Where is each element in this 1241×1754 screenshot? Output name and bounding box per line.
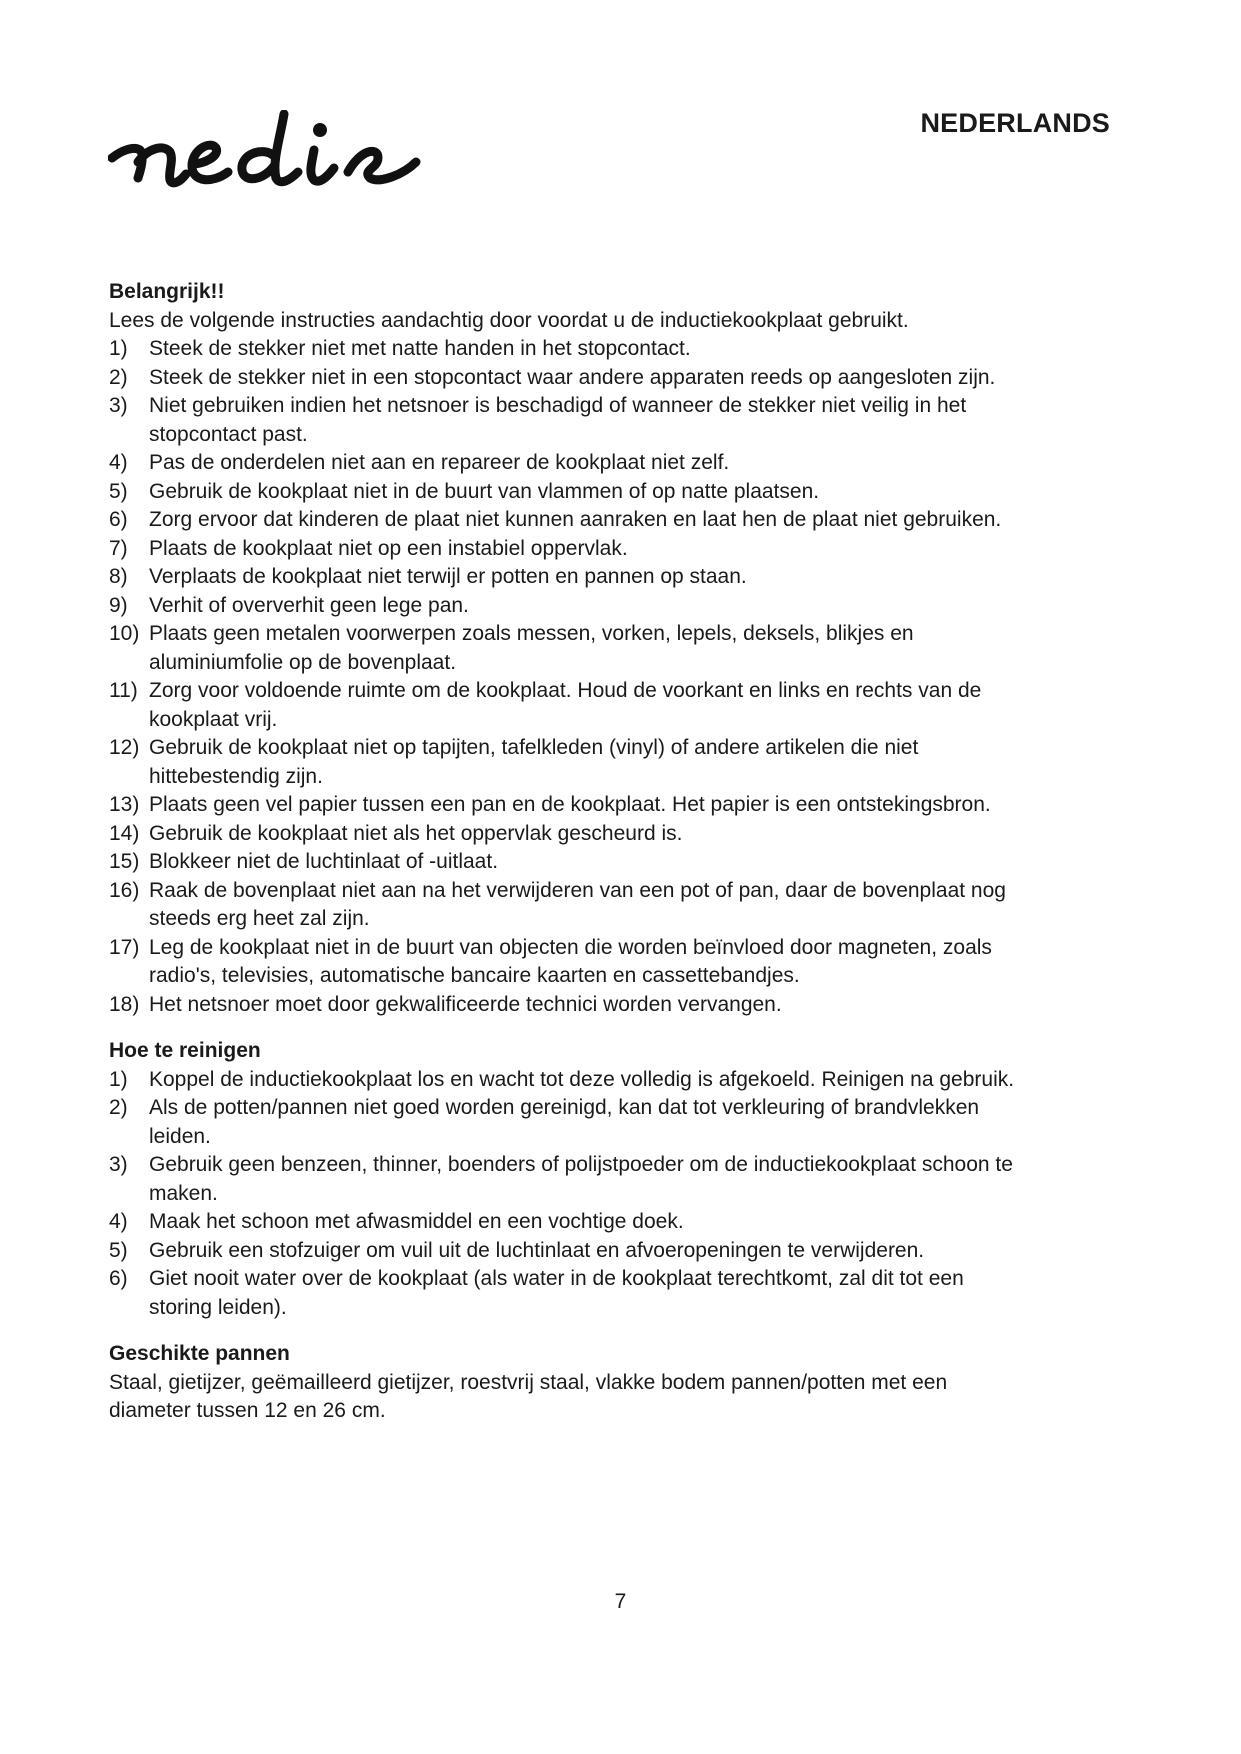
item-number: 5) <box>109 479 128 503</box>
list-item <box>109 392 1029 449</box>
section-heading-cleaning: Hoe te reinigen <box>109 1039 261 1062</box>
item-text: Blokkeer niet de luchtinlaat of -uitlaat. <box>149 850 499 873</box>
list-item <box>109 364 1029 393</box>
item-number: 14) <box>109 821 140 845</box>
item-text: Gebruik de kookplaat niet als het oppervlak gescheurd is. <box>149 821 683 845</box>
list-item <box>109 734 1029 791</box>
item-number: 9) <box>109 593 128 617</box>
item-text: Als de potten/pannen niet goed worden gereinigd, kan dat tot verkleuring of brandvlekken leiden. <box>149 1096 980 1148</box>
list-item <box>109 563 1029 592</box>
item-number: 7) <box>109 536 128 560</box>
document-body <box>109 278 1029 1426</box>
item-text: Leg de kookplaat niet in de buurt van objecten die worden beïnvloed door magneten, zoals radio's, televisies, automatische bancaire kaarten en cassettebandjes. <box>149 935 992 987</box>
item-text: Plaats geen metalen voorwerpen zoals messen, vorken, lepels, deksels, blikjes en aluminiumfolie op de bovenplaat. <box>149 622 914 674</box>
item-number: 16) <box>109 878 140 902</box>
list-item <box>109 592 1029 621</box>
item-text: Steek de stekker niet met natte handen in het stopcontact. <box>149 337 691 360</box>
list-item <box>109 677 1029 734</box>
section-heading-important: Belangrijk!! <box>109 280 225 303</box>
list-item <box>109 506 1029 535</box>
list-item <box>109 991 1029 1020</box>
list-item <box>109 1066 1029 1095</box>
item-number: 2) <box>109 365 128 389</box>
item-number: 1) <box>109 1067 128 1091</box>
list-item <box>109 1237 1029 1266</box>
item-number: 4) <box>109 451 128 474</box>
item-text: Giet nooit water over de kookplaat (als water in de kookplaat terechtkomt, zal dit tot een storing leiden). <box>149 1267 964 1319</box>
list-item <box>109 478 1029 507</box>
item-number: 2) <box>109 1096 128 1119</box>
item-number: 3) <box>109 1153 128 1176</box>
item-text: Steek de stekker niet in een stopcontact waar andere apparaten reeds op aangesloten zijn. <box>149 365 996 389</box>
item-text: Plaats geen vel papier tussen een pan en de kookplaat. Het papier is een ontstekingsbron. <box>149 793 991 816</box>
nedis-logo <box>108 110 478 210</box>
list-item <box>109 877 1029 934</box>
safety-instructions-list <box>109 335 1029 1019</box>
item-text: Gebruik de kookplaat niet in de buurt van vlammen of op natte plaatsen. <box>149 479 820 503</box>
item-number: 15) <box>109 850 140 873</box>
item-number: 13) <box>109 793 140 816</box>
list-item <box>109 1208 1029 1237</box>
list-item <box>109 1265 1029 1322</box>
item-text: Gebruik geen benzeen, thinner, boenders of polijstpoeder om de inductiekookplaat schoon te maken. <box>149 1153 1013 1205</box>
language-label: NEDERLANDS <box>920 108 1110 138</box>
suitable-pans-text: Staal, gietijzer, geëmailleerd gietijzer, roestvrij staal, vlakke bodem pannen/potten met een diameter tussen 12 en 26 cm. <box>109 1370 948 1422</box>
item-number: 1) <box>109 337 128 360</box>
list-item <box>109 848 1029 877</box>
item-number: 18) <box>109 992 140 1016</box>
list-item <box>109 449 1029 478</box>
item-number: 12) <box>109 736 140 759</box>
list-item <box>109 820 1029 849</box>
item-text: Verhit of oververhit geen lege pan. <box>149 593 469 617</box>
list-item <box>109 934 1029 991</box>
item-text: Raak de bovenplaat niet aan na het verwijderen van een pot of pan, daar de bovenplaat nog steeds erg heet zal zijn. <box>149 878 1006 930</box>
item-number: 5) <box>109 1238 128 1262</box>
section-heading-suitable-pans: Geschikte pannen <box>109 1342 290 1365</box>
item-text: Zorg voor voldoende ruimte om de kookplaat. Houd de voorkant en links en rechts van de kookplaat vrij. <box>149 679 982 731</box>
item-text: Het netsnoer moet door gekwalificeerde technici worden vervangen. <box>149 992 782 1016</box>
item-text: Maak het schoon met afwasmiddel en een vochtige doek. <box>149 1210 684 1233</box>
list-item <box>109 335 1029 364</box>
logo-text: nedis <box>108 110 111 111</box>
list-item <box>109 620 1029 677</box>
item-number: 8) <box>109 565 128 588</box>
intro-text: Lees de volgende instructies aandachtig door voordat u de inductiekookplaat gebruikt. <box>109 308 909 332</box>
page-number: 7 <box>614 1590 627 1613</box>
item-text: Niet gebruiken indien het netsnoer is beschadigd of wanneer de stekker niet veilig in het stopcontact past. <box>149 394 967 446</box>
item-text: Zorg ervoor dat kinderen de plaat niet kunnen aanraken en laat hen de plaat niet gebruiken. <box>149 508 1002 531</box>
item-number: 6) <box>109 508 128 531</box>
item-text: Verplaats de kookplaat niet terwijl er potten en pannen op staan. <box>149 565 747 588</box>
item-text: Plaats de kookplaat niet op een instabiel oppervlak. <box>149 536 628 560</box>
list-item <box>109 535 1029 564</box>
item-number: 3) <box>109 394 128 417</box>
item-number: 10) <box>109 622 140 645</box>
item-text: Koppel de inductiekookplaat los en wacht tot deze volledig is afgekoeld. Reinigen na gebruik. <box>149 1067 1015 1091</box>
item-number: 11) <box>109 679 138 702</box>
item-text: Pas de onderdelen niet aan en repareer de kookplaat niet zelf. <box>149 451 730 474</box>
item-text: Gebruik een stofzuiger om vuil uit de luchtinlaat en afvoeropeningen te verwijderen. <box>149 1238 925 1262</box>
list-item <box>109 1151 1029 1208</box>
list-item <box>109 1094 1029 1151</box>
item-number: 17) <box>109 935 140 959</box>
item-text: Gebruik de kookplaat niet op tapijten, tafelkleden (vinyl) of andere artikelen die niet hittebestendig zijn. <box>149 736 919 788</box>
item-number: 6) <box>109 1267 128 1290</box>
item-number: 4) <box>109 1210 128 1233</box>
list-item <box>109 791 1029 820</box>
cleaning-instructions-list <box>109 1066 1029 1323</box>
